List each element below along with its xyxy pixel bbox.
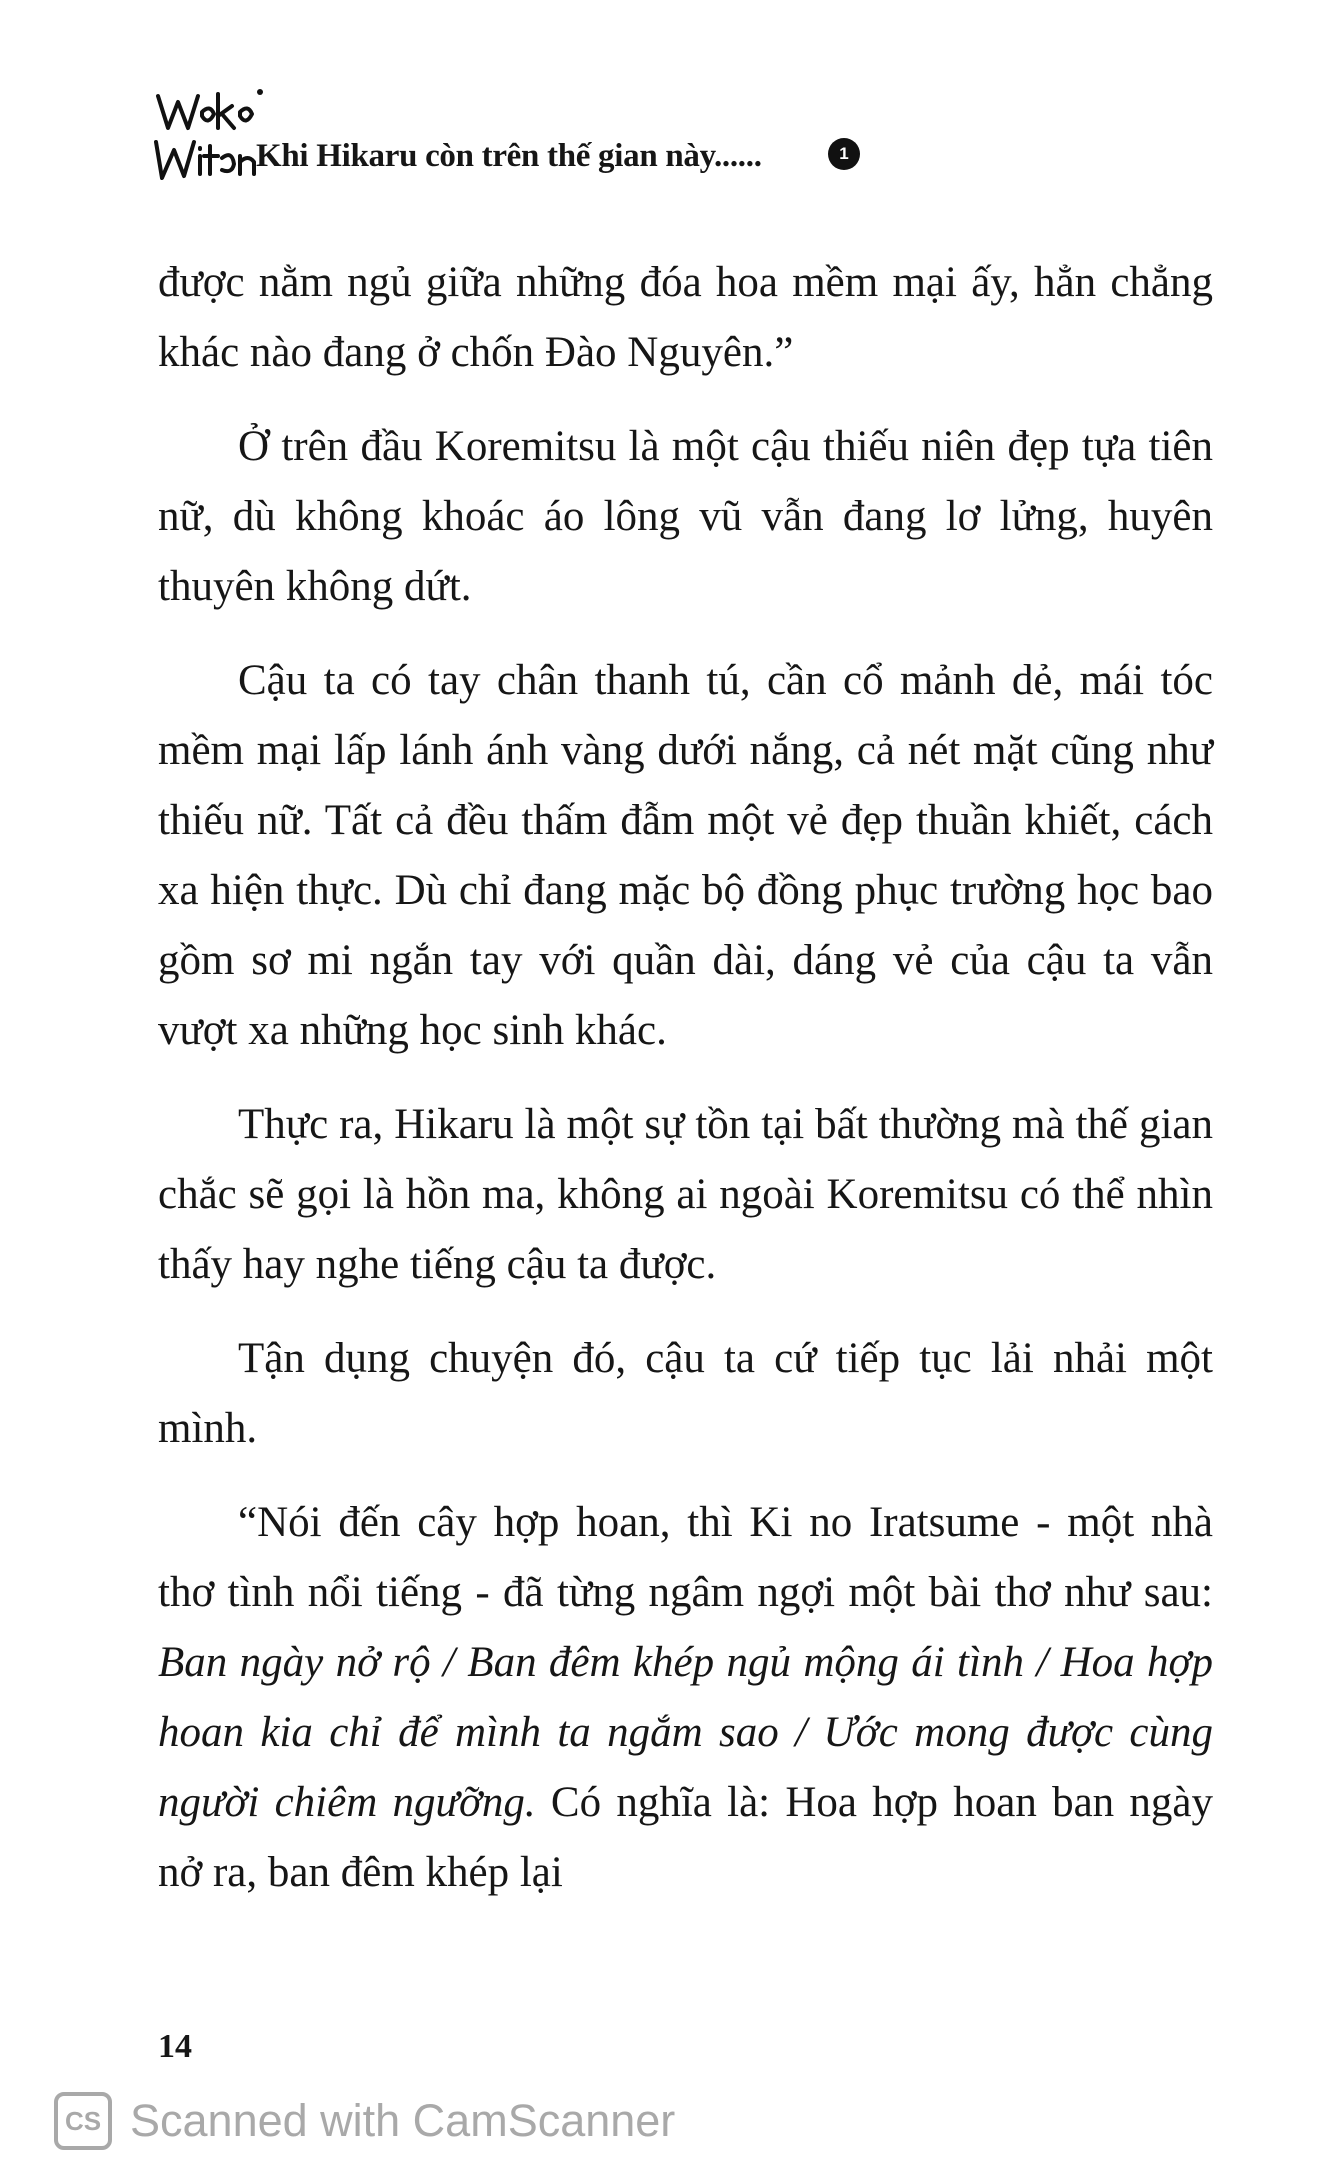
poem-quote: Ban ngày nở rộ / Ban đêm khép ngủ mộng ái tình / Hoa hợp hoan kia chỉ để mình ta ngắm sao / Ước mong được cùng người chiêm ngưỡng. bbox=[158, 1639, 1213, 1826]
camscanner-icon: CS bbox=[54, 2092, 112, 2150]
paragraph-5: Tận dụng chuyện đó, cậu ta cứ tiếp tục lải nhải một mình. bbox=[158, 1335, 1213, 1452]
paragraph-2: Ở trên đầu Koremitsu là một cậu thiếu niên đẹp tựa tiên nữ, dù không khoác áo lông vũ vẫn đang lơ lửng, huyên thuyên không dứt. bbox=[158, 423, 1213, 610]
paragraph-1: được nằm ngủ giữa những đóa hoa mềm mại ấy, hẳn chẳng khác nào đang ở chốn Đào Nguyên.” bbox=[158, 259, 1213, 376]
volume-badge: 1 bbox=[828, 138, 860, 170]
series-logo bbox=[148, 82, 268, 192]
watermark-text: Scanned with CamScanner bbox=[130, 2095, 676, 2146]
header-title: Khi Hikaru còn trên thế gian này...... bbox=[256, 138, 762, 174]
poem-intro: “Nói đến cây hợp hoan, thì Ki no Iratsume - một nhà thơ tình nổi tiếng - đã từng ngâm ngợi một bài thơ như sau: bbox=[158, 1499, 1213, 1616]
paragraph-6 bbox=[158, 1488, 1213, 1908]
page-body bbox=[158, 248, 1213, 1932]
camscanner-watermark bbox=[54, 2090, 675, 2152]
running-header bbox=[148, 82, 1248, 192]
page-number: 14 bbox=[158, 2028, 192, 2065]
paragraph-3: Cậu ta có tay chân thanh tú, cần cổ mảnh dẻ, mái tóc mềm mại lấp lánh ánh vàng dưới nắng, cả nét mặt cũng như thiếu nữ. Tất cả đều thấm đẫm một vẻ đẹp thuần khiết, cách xa hiện thực. Dù chỉ đang mặc bộ đồng phục trường học bao gồm sơ mi ngắn tay với quần dài, dáng vẻ của cậu ta vẫn vượt xa những học sinh khác. bbox=[158, 657, 1213, 1054]
poem-explanation: Có nghĩa là: Hoa hợp hoan ban ngày nở ra, ban đêm khép lại bbox=[158, 1779, 1213, 1896]
paragraph-4: Thực ra, Hikaru là một sự tồn tại bất thường mà thế gian chắc sẽ gọi là hồn ma, không ai ngoài Koremitsu có thể nhìn thấy hay nghe tiếng cậu ta được. bbox=[158, 1101, 1213, 1288]
